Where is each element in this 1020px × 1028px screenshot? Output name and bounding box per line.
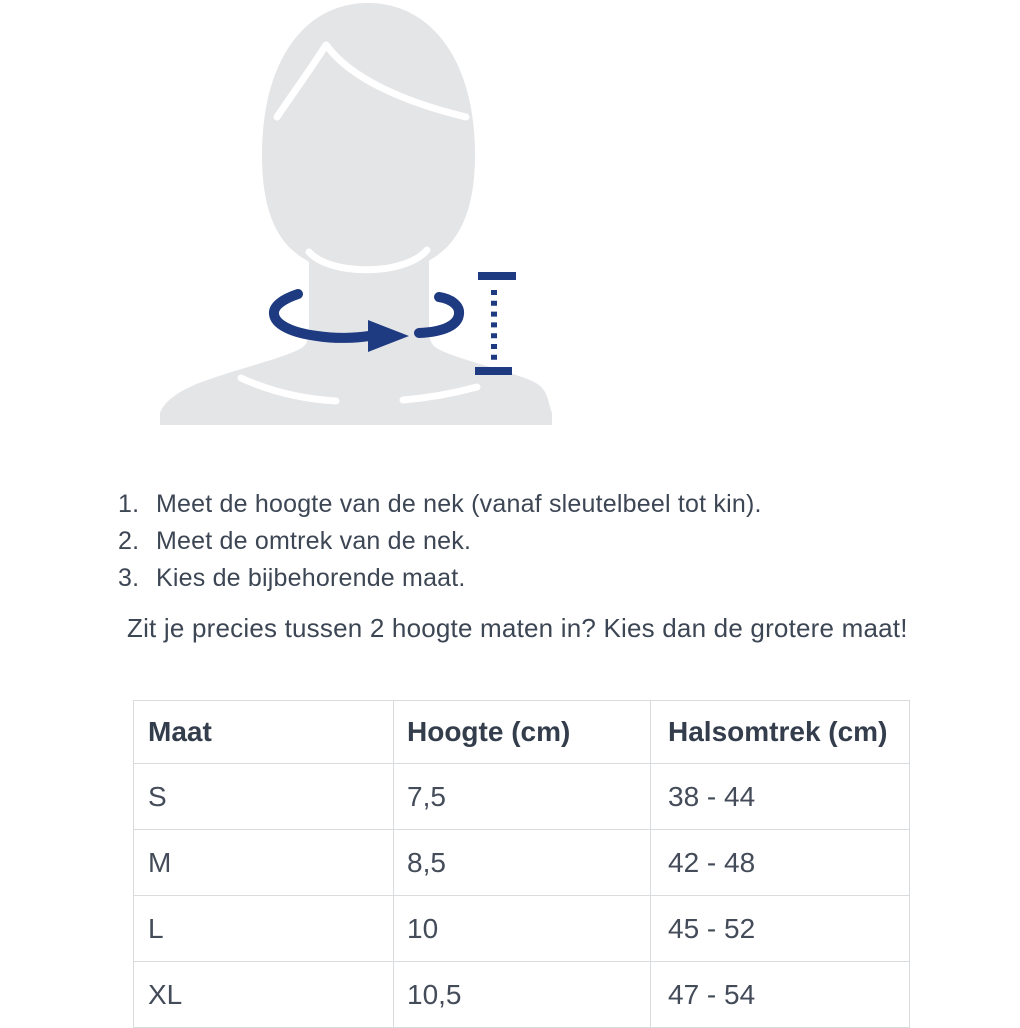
cell-circumference: 45 - 52 bbox=[651, 896, 910, 962]
size-table-header-hoogte: Hoogte (cm) bbox=[394, 701, 651, 764]
instruction-item bbox=[118, 560, 762, 597]
cell-height: 10,5 bbox=[394, 962, 651, 1028]
cell-size: XL bbox=[134, 962, 394, 1028]
instruction-text: Meet de hoogte van de nek (vanaf sleutelbeel tot kin). bbox=[156, 490, 762, 518]
cell-size: M bbox=[134, 830, 394, 896]
cell-height: 8,5 bbox=[394, 830, 651, 896]
neck-measurement-illustration bbox=[0, 0, 1020, 440]
size-table-header-row bbox=[134, 701, 910, 764]
cell-circumference: 42 - 48 bbox=[651, 830, 910, 896]
instruction-item bbox=[118, 523, 762, 560]
size-table bbox=[133, 700, 910, 1028]
cell-size: S bbox=[134, 764, 394, 830]
instruction-text: Kies de bijbehorende maat. bbox=[156, 564, 466, 592]
size-note: Zit je precies tussen 2 hoogte maten in? Kies dan de grotere maat! bbox=[127, 613, 908, 643]
neck-height-measure-icon bbox=[475, 276, 516, 371]
table-row-size-s bbox=[134, 764, 910, 830]
cell-circumference: 47 - 54 bbox=[651, 962, 910, 1028]
table-row-size-xl bbox=[134, 962, 910, 1028]
cell-size: L bbox=[134, 896, 394, 962]
instruction-number: 2. bbox=[118, 527, 140, 555]
cell-height: 7,5 bbox=[394, 764, 651, 830]
table-row-size-l bbox=[134, 896, 910, 962]
table-row-size-m bbox=[134, 830, 910, 896]
cell-circumference: 38 - 44 bbox=[651, 764, 910, 830]
instruction-list bbox=[118, 486, 762, 597]
size-table-header-halsomtrek: Halsomtrek (cm) bbox=[651, 701, 910, 764]
instruction-number: 1. bbox=[118, 490, 140, 518]
instruction-item bbox=[118, 486, 762, 523]
cell-height: 10 bbox=[394, 896, 651, 962]
head-silhouette bbox=[160, 3, 552, 425]
instruction-number: 3. bbox=[118, 564, 140, 592]
size-table-header-maat: Maat bbox=[134, 701, 394, 764]
instruction-text: Meet de omtrek van de nek. bbox=[156, 527, 472, 555]
